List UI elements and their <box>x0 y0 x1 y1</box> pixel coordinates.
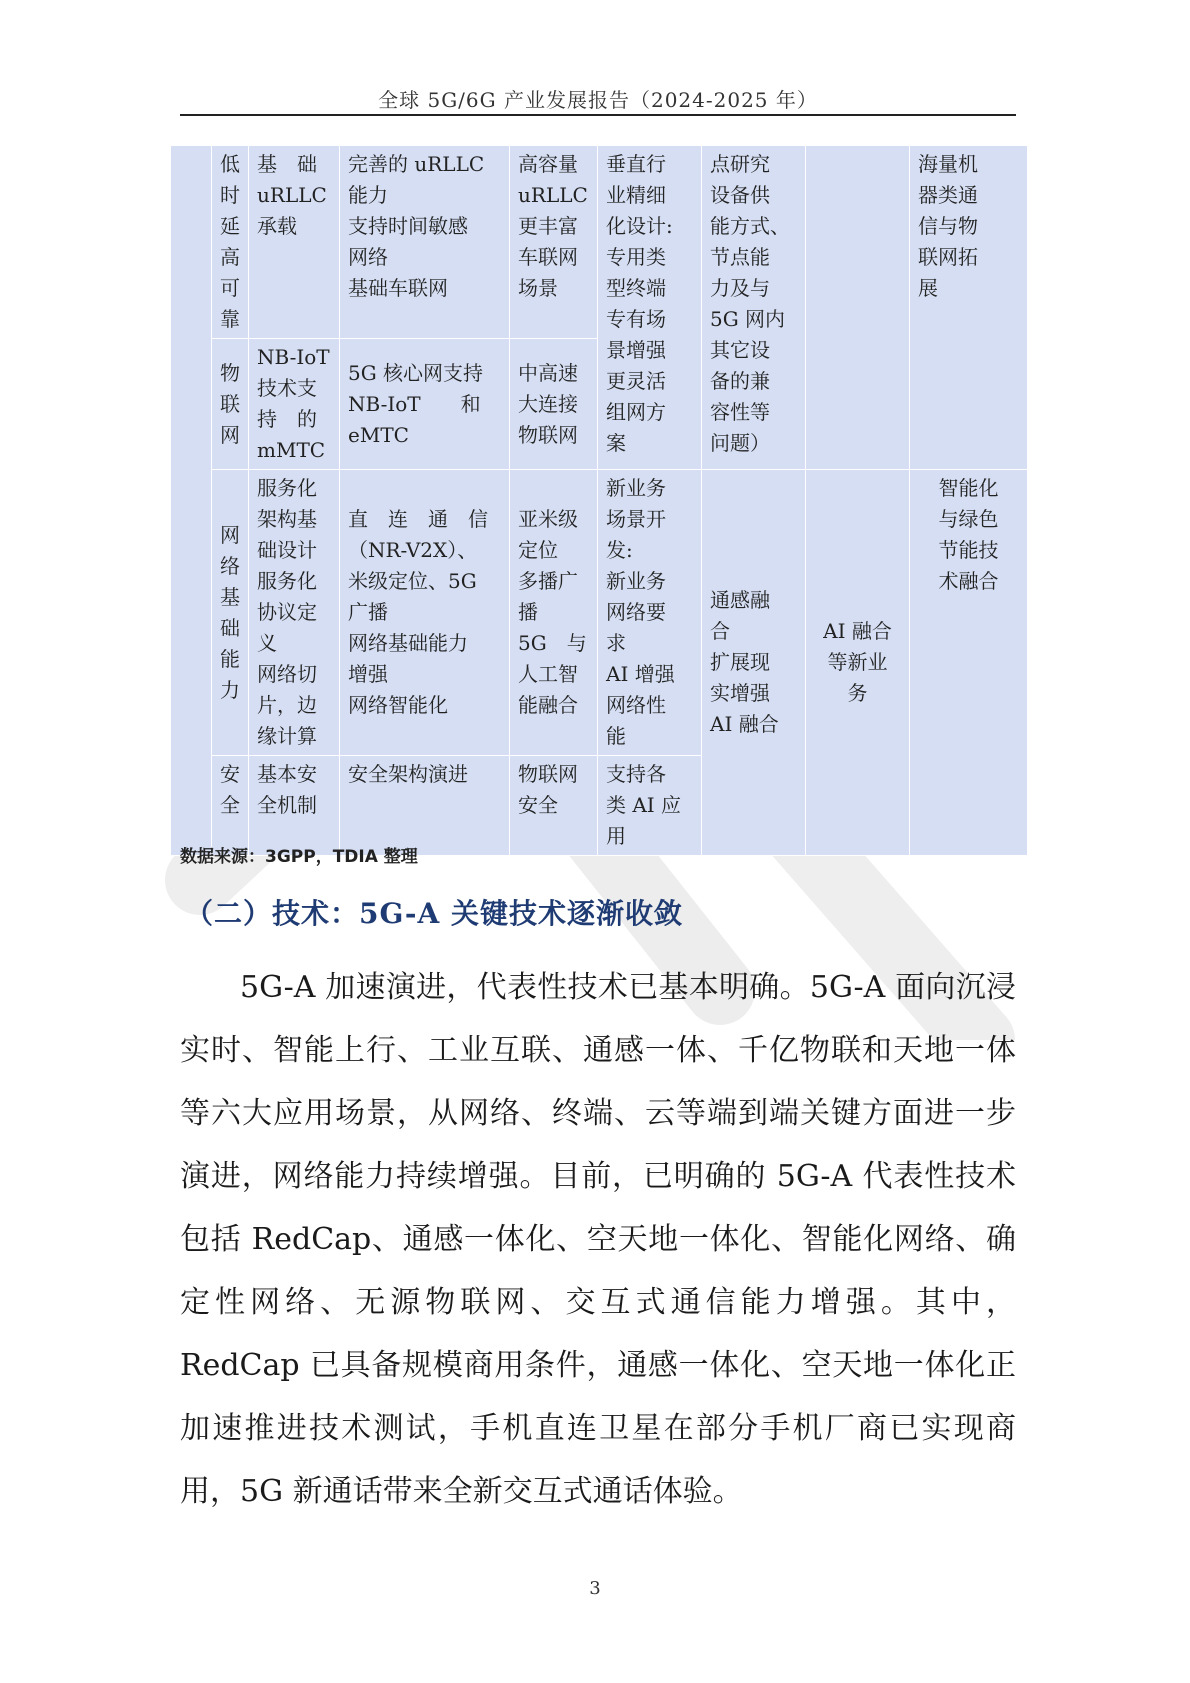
technology-evolution-table <box>170 145 1028 856</box>
table-cell: 完善的 uRLLC 能力 支持时间敏感 网络 基础车联网 <box>340 146 510 339</box>
table-cell: 服务化 架构基 础设计 服务化 协议定 义 网络切 片，边 缘计算 <box>249 470 340 756</box>
table-row <box>171 146 1028 339</box>
table-cell: 直 连 通 信 （NR-V2X）、 米级定位、5G 广播 网络基础能力 增强 网络智能化 <box>340 470 510 756</box>
table-blank-cell <box>171 146 212 856</box>
table-cell: 海量机 器类通 信与物 联网拓 展 <box>910 146 1028 470</box>
page-number: 3 <box>589 1578 601 1599</box>
table-cell: 亚米级 定位 多播广 播 5G 与 人工智 能融合 <box>510 470 598 756</box>
table-cell: 高容量 uRLLC 更丰富 车联网 场景 <box>510 146 598 339</box>
table-cell: 新业务 场景开 发: 新业务 网络要 求 AI 增强 网络性 能 <box>598 470 702 756</box>
category-cell: 网 络 基 础 能 力 <box>212 470 249 756</box>
table-cell: AI 融合 等新业 务 <box>806 470 910 856</box>
table-cell: 垂直行 业精细 化设计: 专用类 型终端 专有场 景增强 更灵活 组网方 案 <box>598 146 702 470</box>
table-cell: 基 础 uRLLC 承载 <box>249 146 340 339</box>
table-cell: 基本安 全机制 <box>249 756 340 856</box>
section-heading: （二）技术：5G-A 关键技术逐渐收敛 <box>185 897 684 930</box>
category-cell: 低 时 延 高 可 靠 <box>212 146 249 339</box>
category-cell: 物 联 网 <box>212 339 249 470</box>
category-cell: 安 全 <box>212 756 249 856</box>
table-cell <box>806 146 910 470</box>
table-cell: NB-IoT 技术支 持 的 mMTC <box>249 339 340 470</box>
body-paragraph: 5G-A 加速演进，代表性技术已基本明确。5G-A 面向沉浸实时、智能上行、工业互联、通感一体、千亿物联和天地一体等六大应用场景，从网络、终端、云等端到端关键方面进一步演进，网络能力持续增强。目前，已明确的 5G-A 代表性技术包括 RedCap、通感一体化、空天地一体化、智能化网络、确定性网络、无源物联网、交互式通信能力增强。其中，RedCap 已具备规模商用条件，通感一体化、空天地一体化正加速推进技术测试，手机直连卫星在部分手机厂商已实现商用，5G 新通话带来全新交互式通话体验。 <box>180 970 1016 1509</box>
table-cell: 智能化 与绿色 节能技 术融合 <box>910 470 1028 856</box>
table-cell: 安全架构演进 <box>340 756 510 856</box>
table-cell: 支持各 类 AI 应 用 <box>598 756 702 856</box>
table-row <box>171 470 1028 756</box>
data-source-note: 数据来源：3GPP，TDIA 整理 <box>180 847 418 867</box>
header-rule <box>180 114 1016 116</box>
table-cell: 5G 核心网支持 NB-IoT 和 eMTC <box>340 339 510 470</box>
table-cell: 中高速 大连接 物联网 <box>510 339 598 470</box>
table-cell: 通感融 合 扩展现 实增强 AI 融合 <box>702 470 806 856</box>
table-cell: 物联网 安全 <box>510 756 598 856</box>
running-header: 全球 5G/6G 产业发展报告（2024-2025 年） <box>378 88 818 112</box>
table-cell: 点研究 设备供 能方式、 节点能 力及与 5G 网内 其它设 备的兼 容性等 问题） <box>702 146 806 470</box>
